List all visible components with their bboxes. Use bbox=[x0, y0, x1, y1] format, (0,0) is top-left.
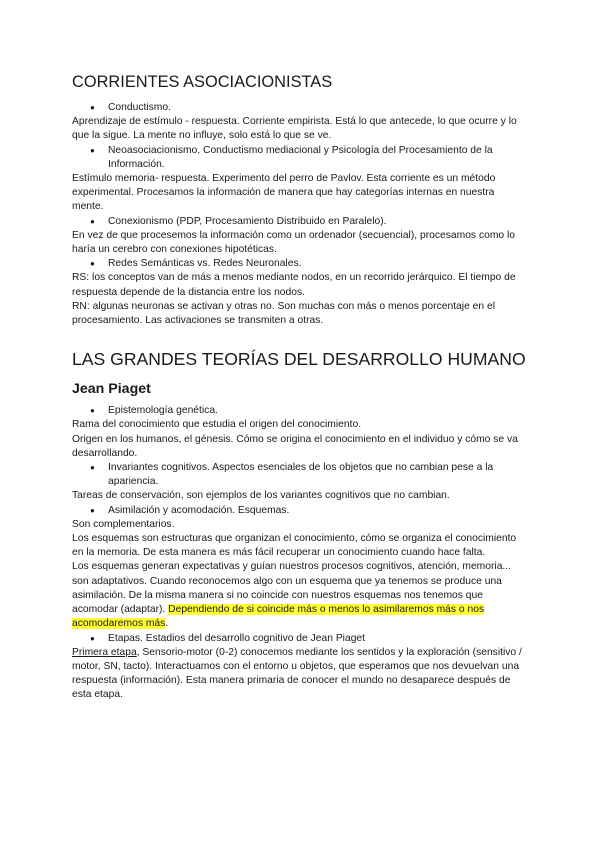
bullet-list bbox=[72, 504, 528, 518]
bullet-icon: ● bbox=[90, 145, 95, 155]
bullet-icon: ● bbox=[90, 103, 95, 112]
paragraph: Aprendizaje de estímulo - respuesta. Corriente empirista. Está lo que antecede, lo que ocurre y lo que la sigue. La mente no influye, solo está lo que se ve. bbox=[72, 116, 517, 142]
paragraph: RS: los conceptos van de más a menos mediante nodos, en un recorrido jerárquico. El tiempo de respuesta depende de la distancia entre los nodos. bbox=[72, 272, 516, 298]
heading-grandes-teorias: LAS GRANDES TEORÍAS DEL DESARROLLO HUMANO bbox=[72, 349, 526, 370]
bullet-list bbox=[72, 215, 528, 229]
bullet-icon: ● bbox=[90, 406, 95, 416]
list-item: ● Neoasociacionismo. Conductismo mediacional y Psicología del Procesamiento de la Información. bbox=[90, 144, 493, 170]
paragraph-text: Los esquemas generan expectativas y guían nuestros procesos cognitivos, atención, memoria... son adaptativos. Cuando reconocemos algo con un esquema que ya tenemos se produce una asimilación. De la misma manera si no coincide con nuestros esquemas nos tenemos que acomodar (adaptar). bbox=[72, 561, 512, 616]
heading-corrientes-asociacionistas: CORRIENTES ASOCIACIONISTAS bbox=[72, 73, 333, 91]
list-item: ● Conductismo. bbox=[72, 101, 528, 115]
document-content bbox=[72, 72, 528, 703]
bullet-list bbox=[72, 257, 528, 271]
paragraph: Origen en los humanos, el génesis. Cómo se origina el conocimiento en el individuo y cómo se va desarrollando. bbox=[72, 433, 518, 459]
paragraph-text: . bbox=[165, 618, 169, 630]
paragraph: RN: algunas neuronas se activan y otras no. Son muchas con más o menos porcentaje en el procesamiento. Las activaciones se transmiten a otras. bbox=[72, 300, 495, 327]
list-item: ● Etapas. Estadios del desarrollo cognitivo de Jean Piaget bbox=[72, 632, 528, 646]
paragraph: Estímulo memoria- respuesta. Experimento del perro de Pavlov. Esta corriente es un método experimental. Procesamos la información de manera que hay categorías internas en nuestra mente. bbox=[72, 173, 496, 213]
bullet-list bbox=[72, 144, 528, 172]
paragraph bbox=[72, 560, 528, 631]
paragraph: Los esquemas son estructuras que organizan el conocimiento, cómo se organiza el conocimiento en la memoria. De esta manera es más fácil recuperar un conocimiento cuando hace falta. bbox=[72, 533, 517, 559]
paragraph: Rama del conocimiento que estudia el origen del conocimiento. bbox=[72, 419, 362, 431]
bullet-icon: ● bbox=[90, 463, 95, 473]
bullet-list bbox=[72, 632, 528, 646]
list-item: ● Epistemología genética. bbox=[72, 404, 528, 418]
highlighted-text: Dependiendo de si coincide más o menos lo asimilaremos más o nos acomodaremos más bbox=[72, 604, 485, 630]
bullet-list bbox=[72, 404, 528, 418]
list-item: ● Conexionismo (PDP, Procesamiento Distribuido en Paralelo). bbox=[72, 215, 528, 229]
bullet-list bbox=[72, 101, 528, 115]
paragraph: Son complementarios. bbox=[72, 518, 175, 530]
bullet-icon: ● bbox=[90, 633, 95, 643]
list-item: ● Redes Semánticas vs. Redes Neuronales. bbox=[72, 257, 528, 271]
list-item: ● Asimilación y acomodación. Esquemas. bbox=[72, 504, 528, 518]
paragraph bbox=[72, 646, 528, 703]
paragraph-text: , Sensorio-motor (0-2) conocemos mediante los sentidos y la exploración (sensitivo / motor, SN, tacto). Interactuamos con el entorno u objetos, que esperamos que nos devuelvan una respuesta (información). Esta manera primaria de conocer el mundo no desaparece después de esta etapa. bbox=[72, 646, 522, 701]
bullet-icon: ● bbox=[90, 259, 95, 269]
subheading-jean-piaget: Jean Piaget bbox=[72, 381, 151, 398]
paragraph: Tareas de conservación, son ejemplos de los variantes cognitivos que no cambian. bbox=[72, 490, 450, 502]
paragraph: En vez de que procesemos la información como un ordenador (secuencial), procesamos como lo haría un cerebro con conexiones hipotéticas. bbox=[72, 229, 515, 256]
bullet-icon: ● bbox=[90, 216, 95, 226]
list-item: ● Invariantes cognitivos. Aspectos esenciales de los objetos que no cambian pese a la apariencia. bbox=[90, 462, 494, 488]
underlined-text: Primera etapa bbox=[72, 646, 137, 658]
bullet-list bbox=[72, 461, 528, 489]
bullet-icon: ● bbox=[90, 505, 95, 515]
